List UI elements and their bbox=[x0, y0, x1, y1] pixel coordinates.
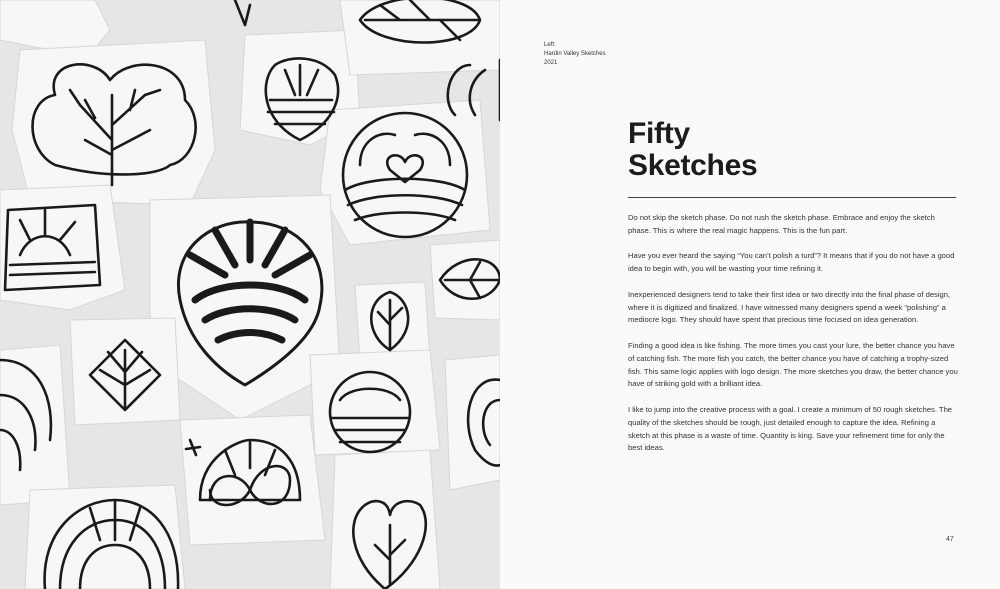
paragraph: Do not skip the sketch phase. Do not rush the sketch phase. Embrace and enjoy the sketch phase. This is where the real magic happens. This is the fun part. bbox=[628, 213, 935, 235]
body-text bbox=[628, 212, 958, 468]
image-caption bbox=[544, 41, 606, 68]
paragraph: Inexperienced designers tend to take their first idea or two directly into the final phase of design, where it is digitized and finalized. I have witnessed many designers spend a week “polishing” a mediocre logo. They should have spent that precious time focused on idea generation. bbox=[628, 289, 951, 325]
heading-line-1: Fifty bbox=[628, 117, 690, 150]
page-number: 47 bbox=[946, 536, 954, 543]
heading-line-2: Sketches bbox=[628, 149, 758, 182]
paragraph: I like to jump into the creative process with a goal. I create a minimum of 50 rough sketches. The quality of the sketches should be rough, just detailed enough to capture the idea. Refining a sketch at this phase is a waste of time. Quantity is king. Save your refinement time for only the best ideas. bbox=[628, 404, 953, 453]
heading-divider bbox=[628, 197, 956, 198]
paragraph: Have you ever heard the saying “You can’t polish a turd”? It means that if you do not have a good idea to begin with, you will be wasting your time refining it. bbox=[628, 251, 955, 274]
caption-year: 2021 bbox=[544, 60, 558, 66]
paragraph: Finding a good idea is like fishing. The more times you cast your lure, the better chance you have of catching fish. The more fish you catch, the better chance you have of catching a trophy-sized fish. This same logic applies with logo design. The more sketches you draw, the better chance you have of striking gold with a brilliant idea. bbox=[628, 340, 958, 389]
chapter-heading bbox=[628, 118, 757, 182]
caption-position: Left: bbox=[544, 42, 556, 48]
caption-title: Hardin Valley Sketches bbox=[544, 51, 606, 57]
text-page bbox=[500, 0, 1000, 589]
